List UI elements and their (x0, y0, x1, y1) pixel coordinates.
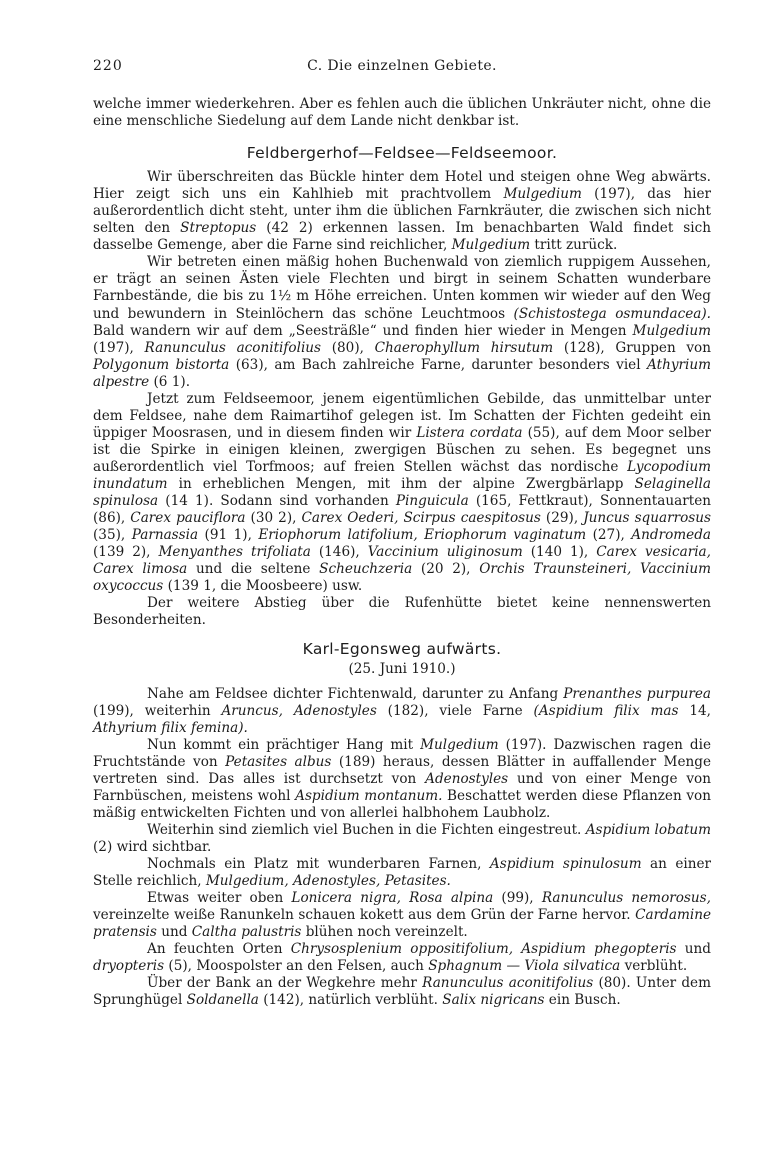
text-run: (63), am Bach zahlreiche Farne, darunter besonders viel (229, 356, 648, 373)
species-name: Pinguicula (395, 493, 469, 510)
text-run: und die seltene (187, 561, 320, 578)
paragraph (93, 941, 711, 975)
text-run: Über der Bank an der Wegkehre mehr (147, 975, 423, 992)
text-run: verblüht. (620, 958, 688, 975)
text-run: (197), das hier außerordentlich dicht steht, unter ihm die üblichen Farnkräuter, die zwischen sich nicht selten den (93, 186, 711, 237)
text-run: (182), viele Farne (376, 702, 534, 719)
species-name: Sphagnum — Viola silvatica (428, 958, 621, 975)
text-run: (20 2), (412, 561, 480, 578)
text-run: 14, (678, 702, 711, 719)
text-run: Weiterhin sind ziemlich viel Buchen in die Fichten eingestreut. (147, 821, 586, 838)
text-run: (35), (93, 527, 132, 544)
paragraph (93, 890, 711, 941)
text-run: (165, Fettkraut), Sonnentauarten (86), (93, 493, 711, 527)
species-name: Lonicera nigra, Rosa alpina (291, 890, 494, 907)
species-name: Ranunculus aconitifolius (422, 975, 594, 992)
paragraph (93, 856, 711, 890)
intro-paragraph: welche immer wiederkehren. Aber es fehlen auch die üblichen Unkräuter nicht, ohne die eine menschliche Siedelung auf dem Lande nicht denkbar ist. (93, 96, 711, 130)
text-run: Jetzt zum Feldseemoor, jenem eigentümlichen Gebilde, das unmittelbar unter dem Feldsee, nahe dem Raimartihof gelegen ist. Im Schatten der Fichten gedeiht ein üppiger Moosrasen, und in diesem finden wir (93, 390, 711, 441)
text-run: (139 2), (93, 544, 159, 561)
species-name: Ranunculus aconitifolius (144, 339, 322, 356)
section-date: (25. Juni 1910.) (348, 661, 456, 678)
text-run: (55), auf dem Moor selber ist die Spirke in einigen kleinen, zwergigen Büschen zu sehen. Es begegnet uns außerordentlich viel Torfmoos; auf freien Stellen wächst das nordische (93, 424, 711, 475)
species-name: Eriophorum latifolium, Eriophorum vaginatum (258, 527, 587, 544)
species-name: Adenostyles (425, 770, 509, 787)
text-run: und (156, 924, 192, 941)
text-run: ein Busch. (544, 992, 621, 1009)
species-name: Cardamine pratensis (93, 907, 711, 941)
text-run: (197), (93, 339, 145, 356)
species-name: Chaerophyllum hirsutum (374, 339, 554, 356)
species-name: Parnassia (131, 527, 199, 544)
text-run: (42 2) erkennen lassen. Im benachbarten Wald findet sich dasselbe Gemenge, aber die Farne sind reichlicher, (93, 220, 711, 254)
species-name: Petasites albus (225, 753, 332, 770)
species-name: Carex pauciflora (130, 510, 246, 527)
text-run: (27), (586, 527, 632, 544)
paragraph (93, 737, 711, 822)
species-name: Listera cordata (416, 424, 523, 441)
species-name: Juncus squarrosus (583, 510, 711, 527)
species-name: Selaginella spinulosa (93, 475, 711, 510)
species-name: Menyanthes trifoliata (158, 544, 311, 561)
text-run: (140 1), (522, 544, 597, 561)
text-run: in erheblichen Mengen, mit ihm der alpine Zwergbärlapp (167, 475, 635, 492)
species-name: Prenanthes purpurea (563, 685, 711, 702)
species-name: Aspidium spinulosum (489, 855, 642, 872)
text-run: Nahe am Feldsee dichter Fichtenwald, darunter zu Anfang (147, 685, 564, 702)
text-run: tritt zurück. (530, 237, 618, 254)
text-run: an einer Stelle reichlich, (93, 855, 712, 890)
species-name: Scheuchzeria (319, 561, 413, 578)
text-run: (197). Dazwischen ragen die Fruchtstände von (93, 736, 711, 770)
species-name: Vaccinium uliginosum (367, 544, 523, 561)
text-run: Nun kommt ein prächtiger Hang mit (147, 736, 421, 753)
paragraph (93, 254, 711, 390)
species-name: dryopteris (93, 958, 165, 975)
species-name: Mulgedium (632, 322, 711, 339)
species-name: Andromeda (631, 527, 711, 544)
species-name: Ranunculus nemorosus, (541, 890, 711, 907)
text-run: (14 1). Sodann sind vorhanden (158, 493, 396, 510)
text-run: (189) heraus, dessen Blätter in auffallender Menge vertreten sind. Das alles ist durchsetzt von (93, 753, 711, 787)
text-run: vereinzelte weiße Ranunkeln schauen kokett aus dem Grün der Farne hervor. (93, 907, 636, 924)
section-heading-karl-egonsweg: Karl-Egonsweg aufwärts. (302, 640, 502, 659)
paragraph (93, 686, 711, 737)
species-name: Caltha palustris (191, 924, 302, 941)
book-page (93, 58, 711, 1009)
text-run: und von einer Menge von Farnbüschen, meistens wohl (93, 770, 711, 804)
text-run: Bald wandern wir auf dem „Seesträßle“ und finden hier wieder in Mengen (93, 322, 633, 339)
text-run: Wir überschreiten das Bückle hinter dem Hotel und steigen ohne Weg abwärts. Hier zeigt sich uns ein Kahlhieb mit prachtvollem (93, 169, 711, 203)
text-run: (139 1, die Moosbeere) usw. (163, 578, 363, 595)
text-run: Etwas weiter oben (147, 890, 292, 907)
species-name: Athyrium filix femina). (93, 719, 248, 736)
paragraph (93, 391, 711, 596)
text-run: Nochmals ein Platz mit wunderbaren Farnen, (147, 855, 490, 872)
species-name: Carex Oederi, Scirpus caespitosus (301, 510, 541, 527)
text-run: (128), Gruppen von (553, 339, 711, 356)
paragraph: Der weitere Abstieg über die Rufenhütte bietet keine nennenswerten Besonderheiten. (93, 595, 711, 629)
text-run: (2) wird sichtbar. (93, 838, 212, 855)
text-run: (199), weiterhin (93, 702, 222, 719)
text-run: und (676, 941, 711, 958)
species-name: Mulgedium (503, 186, 582, 203)
species-name: Salix nigricans (442, 992, 545, 1009)
text-run: (80). Unter dem Sprunghügel (93, 975, 711, 1009)
text-run: (80), (321, 339, 375, 356)
species-name: Carex vesicaria, Carex limosa (93, 544, 711, 578)
text-run: (29), (540, 510, 584, 527)
text-run: (146), (310, 544, 368, 561)
running-title: C. Die einzelnen Gebiete. (307, 58, 497, 74)
text-run: blühen noch vereinzelt. (301, 924, 468, 941)
text-run: Beschattet werden diese Pflanzen von mäßig entwickelten Fichten und von allerlei halbhohem Laubholz. (93, 787, 711, 821)
species-name: Mulgedium (420, 736, 499, 753)
species-name: Aruncus, Adenostyles (221, 702, 377, 719)
species-name: Mulgedium, Adenostyles, Petasites. (205, 873, 451, 890)
page-number: 220 (93, 58, 123, 74)
species-name: Mulgedium (451, 237, 531, 254)
species-name: (Aspidium filix mas (533, 702, 679, 719)
text-run: (99), (493, 890, 542, 907)
text-run: (5), Moospolster an den Felsen, auch (164, 958, 429, 975)
section-heading-feldsee: Feldbergerhof—Feldsee—Feldseemoor. (246, 144, 558, 163)
text-run: (91 1), (198, 527, 259, 544)
text-run: Wir betreten einen mäßig hohen Buchenwald von ziemlich ruppigem Aussehen, er trägt an seinen Ästen viele Flechten und birgt in seinem Schatten wunderbare Farnbestände, die bis zu 1½ m Höhe erreichen. Unten kommen wir wieder auf den Weg und bewundern in Steinlöchern das schöne Leuchtmoos (93, 254, 711, 322)
species-name: Lycopodium inundatum (93, 458, 711, 492)
paragraph (93, 169, 711, 254)
text-run: An feuchten Orten (147, 941, 291, 958)
paragraph (93, 822, 711, 856)
species-name: Aspidium montanum. (295, 787, 443, 804)
text-run: (30 2), (245, 510, 302, 527)
species-name: (Schistostega osmundacea). (513, 305, 712, 322)
species-name: Aspidium lobatum (585, 821, 711, 838)
species-name: Chrysosplenium oppositifolium, Aspidium phegopteris (290, 941, 677, 958)
species-name: Orchis Traunsteineri, Vaccinium oxycoccus (93, 561, 711, 595)
species-name: Streptopus (180, 220, 257, 237)
text-run: (142), natürlich verblüht. (258, 992, 443, 1009)
species-name: Athyrium alpestre (93, 356, 711, 390)
species-name: Soldanella (186, 992, 259, 1009)
text-run: (6 1). (149, 373, 191, 390)
species-name: Polygonum bistorta (93, 356, 230, 373)
page-header (93, 58, 711, 80)
paragraph (93, 975, 711, 1009)
